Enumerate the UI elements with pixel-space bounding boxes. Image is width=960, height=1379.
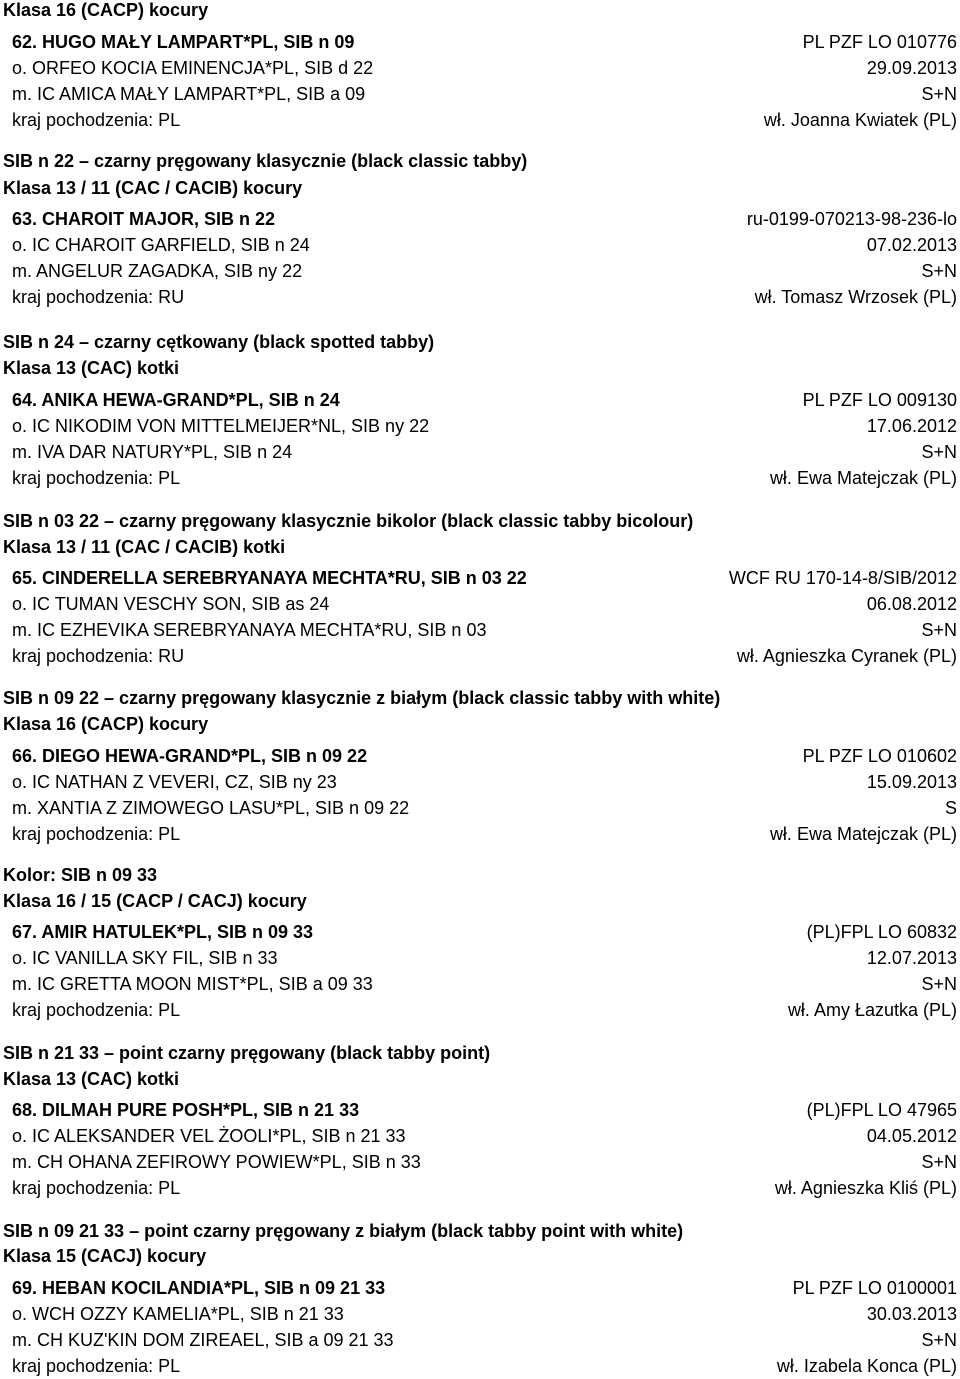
father: o. IC ALEKSANDER VEL ŻOOLI*PL, SIB n 21 33 [12,1126,406,1146]
cat-entry [0,1097,960,1201]
registration-number: (PL)FPL LO 47965 [806,1100,957,1120]
birth-date: 12.07.2013 [866,948,957,968]
father: o. IC CHAROIT GARFIELD, SIB n 24 [12,235,310,255]
sex-code: S [944,798,957,818]
birth-date: 15.09.2013 [866,772,957,792]
owner: wł. Tomasz Wrzosek (PL) [754,287,957,307]
section-class: Klasa 16 (CACP) kocury [3,714,209,734]
father: o. ORFEO KOCIA EMINENCJA*PL, SIB d 22 [12,58,374,78]
mother: m. IC EZHEVIKA SEREBRYANAYA MECHTA*RU, SIB n 03 [12,620,487,640]
mother: m. CH OHANA ZEFIROWY POWIEW*PL, SIB n 33 [12,1152,421,1172]
sex-code: S+N [921,1330,957,1350]
section-class: Klasa 13 (CAC) kotki [3,358,180,378]
owner: wł. Ewa Matejczak (PL) [769,824,957,844]
father: o. WCH OZZY KAMELIA*PL, SIB n 21 33 [12,1304,344,1324]
cat-name: 65. CINDERELLA SEREBRYANAYA MECHTA*RU, SIB n 03 22 [12,568,527,588]
registration-number: WCF RU 170-14-8/SIB/2012 [728,568,957,588]
cat-name: 63. CHAROIT MAJOR, SIB n 22 [12,209,276,229]
birth-date: 30.03.2013 [866,1304,957,1324]
father: o. IC VANILLA SKY FIL, SIB n 33 [12,948,278,968]
section-class: Klasa 16 (CACP) kocury [3,0,209,20]
sex-code: S+N [921,261,957,281]
cat-entry [0,1275,960,1379]
origin: kraj pochodzenia: PL [12,1356,181,1376]
registration-number: PL PZF LO 0100001 [792,1278,957,1298]
mother: m. XANTIA Z ZIMOWEGO LASU*PL, SIB n 09 22 [12,798,410,818]
cat-entry [0,387,960,491]
sex-code: S+N [921,442,957,462]
registration-number: PL PZF LO 010602 [802,746,957,766]
birth-date: 17.06.2012 [866,416,957,436]
cat-entry [0,743,960,847]
mother: m. IC GRETTA MOON MIST*PL, SIB a 09 33 [12,974,373,994]
owner: wł. Ewa Matejczak (PL) [769,468,957,488]
origin: kraj pochodzenia: RU [12,287,185,307]
section-title: SIB n 09 21 33 – point czarny pręgowany z białym (black tabby point with white) [3,1221,684,1241]
registration-number: PL PZF LO 009130 [802,390,957,410]
owner: wł. Agnieszka Kliś (PL) [774,1178,957,1198]
cat-entry [0,565,960,669]
mother: m. IVA DAR NATURY*PL, SIB n 24 [12,442,293,462]
cat-entry [0,919,960,1023]
sex-code: S+N [921,620,957,640]
sex-code: S+N [921,84,957,104]
cat-name: 66. DIEGO HEWA-GRAND*PL, SIB n 09 22 [12,746,368,766]
registration-number: (PL)FPL LO 60832 [806,922,957,942]
section-class: Klasa 16 / 15 (CACP / CACJ) kocury [3,891,307,911]
birth-date: 29.09.2013 [866,58,957,78]
origin: kraj pochodzenia: PL [12,1178,181,1198]
cat-name: 69. HEBAN KOCILANDIA*PL, SIB n 09 21 33 [12,1278,386,1298]
sex-code: S+N [921,974,957,994]
father: o. IC NATHAN Z VEVERI, CZ, SIB ny 23 [12,772,337,792]
section-title: SIB n 21 33 – point czarny pręgowany (black tabby point) [3,1043,491,1063]
owner: wł. Amy Łazutka (PL) [787,1000,957,1020]
owner: wł. Joanna Kwiatek (PL) [763,110,957,130]
cat-name: 64. ANIKA HEWA-GRAND*PL, SIB n 24 [12,390,340,410]
birth-date: 04.05.2012 [866,1126,957,1146]
birth-date: 06.08.2012 [866,594,957,614]
section-class: Klasa 13 / 11 (CAC / CACIB) kotki [3,537,286,557]
cat-name: 67. AMIR HATULEK*PL, SIB n 09 33 [12,922,314,942]
cat-entry [0,206,960,310]
registration-number: PL PZF LO 010776 [802,32,957,52]
sex-code: S+N [921,1152,957,1172]
father: o. IC TUMAN VESCHY SON, SIB as 24 [12,594,330,614]
owner: wł. Izabela Konca (PL) [776,1356,957,1376]
section-title: Kolor: SIB n 09 33 [3,865,158,885]
origin: kraj pochodzenia: PL [12,824,181,844]
origin: kraj pochodzenia: PL [12,468,181,488]
section-class: Klasa 13 (CAC) kotki [3,1069,180,1089]
origin: kraj pochodzenia: PL [12,110,181,130]
cat-entry [0,29,960,133]
owner: wł. Agnieszka Cyranek (PL) [736,646,957,666]
cat-name: 62. HUGO MAŁY LAMPART*PL, SIB n 09 [12,32,355,52]
section-title: SIB n 09 22 – czarny pręgowany klasycznie z białym (black classic tabby with white) [3,688,721,708]
section-title: SIB n 03 22 – czarny pręgowany klasycznie bikolor (black classic tabby bicolour) [3,511,694,531]
origin: kraj pochodzenia: PL [12,1000,181,1020]
mother: m. CH KUZ'KIN DOM ZIREAEL, SIB a 09 21 33 [12,1330,394,1350]
section-class: Klasa 13 / 11 (CAC / CACIB) kocury [3,178,303,198]
origin: kraj pochodzenia: RU [12,646,185,666]
mother: m. ANGELUR ZAGADKA, SIB ny 22 [12,261,303,281]
father: o. IC NIKODIM VON MITTELMEIJER*NL, SIB ny 22 [12,416,430,436]
registration-number: ru-0199-070213-98-236-lo [746,209,957,229]
birth-date: 07.02.2013 [866,235,957,255]
section-title: SIB n 22 – czarny pręgowany klasycznie (black classic tabby) [3,151,528,171]
mother: m. IC AMICA MAŁY LAMPART*PL, SIB a 09 [12,84,366,104]
section-title: SIB n 24 – czarny cętkowany (black spotted tabby) [3,332,435,352]
cat-name: 68. DILMAH PURE POSH*PL, SIB n 21 33 [12,1100,360,1120]
section-class: Klasa 15 (CACJ) kocury [3,1246,207,1266]
